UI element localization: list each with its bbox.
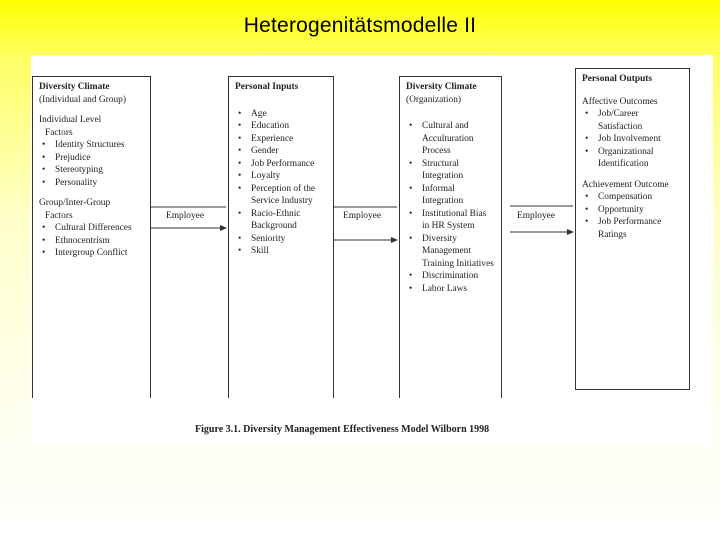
list-item: • Structural Integration: [406, 158, 495, 183]
page-title: Heterogenitätsmodelle II: [243, 14, 477, 37]
list-item: • Informal Integration: [406, 183, 495, 208]
arrow-label-3: Employee: [517, 211, 556, 221]
box3-heading: Diversity Climate: [406, 82, 477, 92]
list-item: • Prejudice: [39, 152, 144, 165]
list-item: • Diversity Management Training Initiatives: [406, 233, 495, 271]
list-item: • Ethnocentrism: [39, 235, 144, 248]
list-item: • Job Performance: [235, 158, 327, 171]
list-item: • Cultural Differences: [39, 222, 144, 235]
box3-subheading: (Organization): [406, 94, 462, 105]
list-item: • Experience: [235, 133, 327, 146]
list-item: • Skill: [235, 245, 327, 258]
list-item: • Education: [235, 120, 327, 133]
box4-section2-title: Achievement Outcome: [582, 179, 669, 190]
list-item: • Discrimination: [406, 270, 495, 283]
list-item: • Job/Career Satisfaction: [582, 108, 683, 133]
list-item: • Racio-Ethnic Background: [235, 208, 327, 233]
list-item: • Compensation: [582, 191, 683, 204]
list-item: • Institutional Bias in HR System: [406, 208, 495, 233]
box2-heading: Personal Inputs: [235, 82, 299, 92]
box1-section1-title2: Factors: [45, 127, 73, 138]
box1-section2-title2: Factors: [45, 210, 73, 221]
box1-section2-title: Group/Inter-Group: [39, 198, 111, 208]
box1-heading: Diversity Climate: [39, 82, 110, 92]
box1-section1-title: Individual Level: [39, 115, 102, 125]
list-item: • Stereotyping: [39, 164, 144, 177]
list-item: • Intergroup Conflict: [39, 247, 144, 260]
list-item: • Identity Structures: [39, 139, 144, 152]
box1-subheading: (Individual and Group): [39, 94, 126, 105]
arrow-label-2: Employee: [343, 211, 382, 221]
box4-heading: Personal Outputs: [582, 74, 653, 84]
list-item: • Seniority: [235, 233, 327, 246]
list-item: • Job Involvement: [582, 133, 683, 146]
list-item: • Age: [235, 108, 327, 121]
list-item: • Opportunity: [582, 204, 683, 217]
arrow-label-1: Employee: [166, 211, 205, 221]
list-item: • Organizational Identification: [582, 146, 683, 171]
list-item: • Cultural and Acculturation Process: [406, 120, 495, 158]
list-item: • Personality: [39, 177, 144, 190]
list-item: • Job Performance Ratings: [582, 216, 683, 241]
list-item: • Gender: [235, 145, 327, 158]
list-item: • Loyalty: [235, 170, 327, 183]
list-item: • Labor Laws: [406, 283, 495, 296]
box4-section1-title: Affective Outcomes: [582, 96, 658, 107]
figure-caption: Figure 3.1. Diversity Management Effectiveness Model Wilborn 1998: [195, 424, 490, 435]
list-item: • Perception of the Service Industry: [235, 183, 327, 208]
